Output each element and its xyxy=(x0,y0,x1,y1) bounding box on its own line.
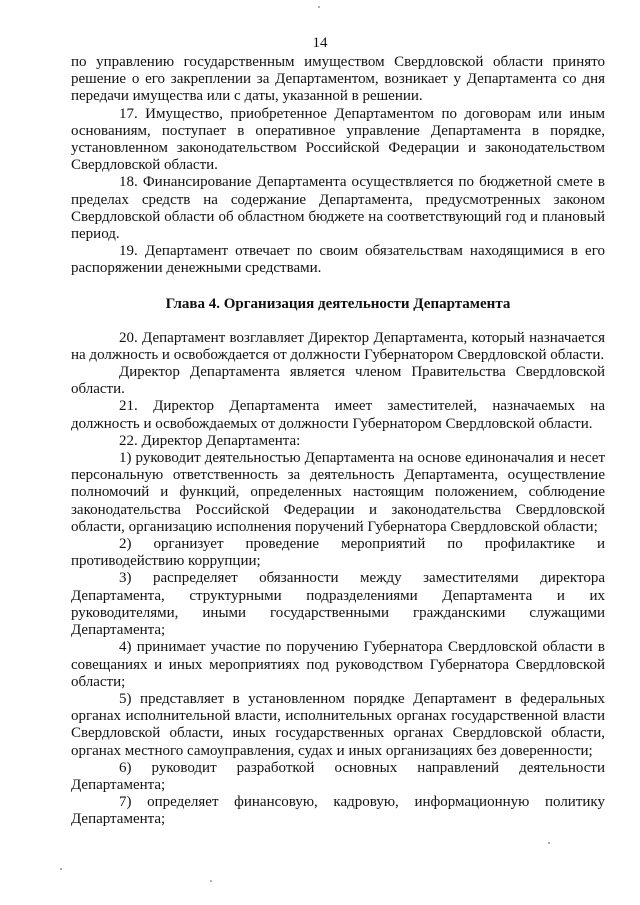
paragraph-19: 19. Департамент отвечает по своим обязательствам находящимися в его распоряжении денежными средствами. xyxy=(71,243,605,277)
list-item-3: 3) распределяет обязанности между заместителями директора Департамента, структурными подразделениями Департамента и их руководителями, иными государственными гражданскими служащими Департамента; xyxy=(71,570,605,639)
page-number: 14 xyxy=(312,35,328,51)
paragraph-21: 21. Директор Департамента имеет заместителей, назначаемых на должность и освобождаемых от должности Губернатором Свердловской области. xyxy=(71,398,605,432)
list-item-1: 1) руководит деятельностью Департамента на основе единоначалия и несет персональную ответственность за деятельность Департамента, осуществление полномочий и функций, определенных настоящим положением, соблюдение законодательства Российской Федерации и законодательства Свердловской области, организацию исполнения поручений Губернатора Свердловской области; xyxy=(71,450,605,535)
paragraph-20: 20. Департамент возглавляет Директор Департамента, который назначается на должность и освобождается от должности Губернатором Свердловской области. xyxy=(71,329,605,363)
chapter-heading: Глава 4. Организация деятельности Департамента xyxy=(165,295,511,312)
list-item-6: 6) руководит разработкой основных направлений деятельности Департамента; xyxy=(71,759,605,793)
spacer xyxy=(71,313,605,330)
scan-speck xyxy=(548,842,550,844)
paragraph-22: 22. Директор Департамента: xyxy=(119,432,301,449)
paragraph-17: 17. Имущество, приобретенное Департаментом по договорам или иным основаниям, поступает в оперативное управление Департамента в порядке, установленном законодательством Российской Федерации и законодательством Свердловской области. xyxy=(71,105,605,174)
spacer xyxy=(71,278,605,295)
list-item-4: 4) принимает участие по поручению Губернатора Свердловской области в совещаниях и иных мероприятиях под руководством Губернатора Свердловской области; xyxy=(71,639,605,690)
list-item-2: 2) организует проведение мероприятий по профилактике и противодействию коррупции; xyxy=(71,536,605,570)
paragraph-director-member: Директор Департамента является членом Правительства Свердловской области. xyxy=(71,364,605,398)
scan-speck xyxy=(318,6,320,8)
paragraph-continuation: по управлению государственным имуществом Свердловской области принято решение о его закреплении за Департаментом, возникает у Департамента со дня передачи имущества или с даты, указанной в решении. xyxy=(71,54,605,105)
document-body xyxy=(71,54,605,829)
list-item-5: 5) представляет в установленном порядке Департамент в федеральных органах исполнительной власти, исполнительных органах государственной власти Свердловской области, иных государственных органах Свердловской области, органах местного самоуправления, судах и иных организациях без доверенности; xyxy=(71,690,605,759)
scan-speck xyxy=(210,880,212,882)
scan-speck xyxy=(60,868,62,870)
list-item-7: 7) определяет финансовую, кадровую, информационную политику Департамента; xyxy=(71,794,605,828)
paragraph-18: 18. Финансирование Департамента осуществляется по бюджетной смете в пределах средств на содержание Департамента, предусмотренных законом Свердловской области об областном бюджете на соответствующий год и плановый период. xyxy=(71,174,605,243)
